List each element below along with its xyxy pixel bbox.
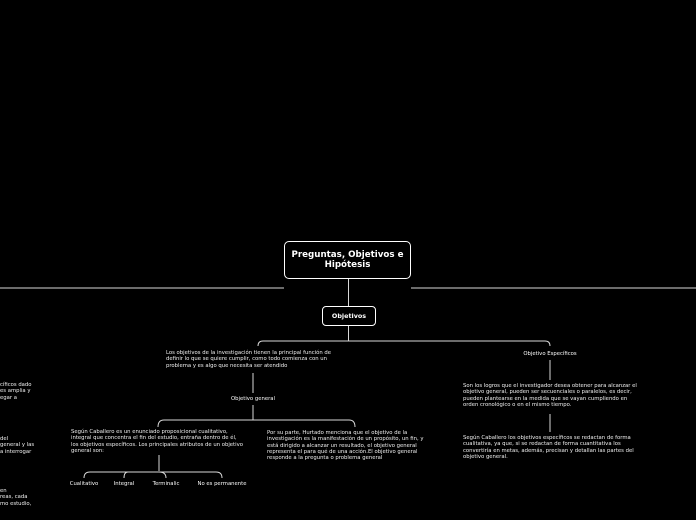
objetivos-node[interactable] xyxy=(322,306,376,326)
left-fragment-2[interactable]: del general y las a interrogar xyxy=(0,436,35,455)
left-fragment-1[interactable]: cíficos dado es amplia y egar a xyxy=(0,382,32,401)
specific-definition-node[interactable]: Son los logros que el investigador desea obtener para alcanzar el objetivo general, pueden ser secuenciales o paralelos, es decir, pueden plantearse en la medida que se vayan cumpliendo en orden cronológico o en el mismo tiempo. xyxy=(463,383,637,408)
central-topic-node[interactable] xyxy=(284,241,411,279)
objetivo-general-node[interactable]: Objetivo general xyxy=(230,396,275,402)
intro-text-node[interactable]: Los objetivos de la investigación tienen la principal función de definir lo que se quiere cumplir, como todo comienza con un problema y es algo que necesita ser atendido xyxy=(166,350,331,369)
attribute-terminalic[interactable]: Terminalic xyxy=(152,481,180,487)
objetivos-split-line xyxy=(258,326,550,346)
attributes-inner-lines xyxy=(124,472,166,478)
objetivos-label: Objetivos xyxy=(331,312,367,320)
objetivo-especificos-node[interactable]: Objetivo Específicos xyxy=(523,351,577,357)
attributes-split-line xyxy=(84,472,222,478)
attribute-cualitativo[interactable]: Cualitativo xyxy=(69,481,99,487)
central-topic-label: Preguntas, Objetivos e Hipótesis xyxy=(291,250,404,270)
general-hurtado-node[interactable]: Por su parte, Hurtado menciona que el objetivo de la investigación es la manifestación de un propósito, un fin, y está dirigido a alcanzar un resultado, el objetivo general representa el para qué de una acción.El objetivo general responde a la pregunta o problema general xyxy=(267,430,424,462)
left-fragment-3[interactable]: en reas, cada mo estudio, xyxy=(0,488,32,507)
attribute-no-es-permanente[interactable]: No es permanente xyxy=(197,481,247,487)
specific-caballero-node[interactable]: Según Caballero los objetivos específicos se redactan de forma cualitativa, ya que, si se redactan de forma cuantitativa los convertiría en metas, además, precisan y detallan las partes del objetivo general. xyxy=(463,435,634,460)
general-caballero-node[interactable]: Según Caballero es un enunciado proposicional cualitativo, integral que concentra el fin del estudio, entraña dentro de él, los objetivos específicos. Los principales atributos de un objetivo general son: xyxy=(71,429,243,454)
general-split-line xyxy=(158,420,355,427)
attribute-integral[interactable]: Integral xyxy=(113,481,135,487)
